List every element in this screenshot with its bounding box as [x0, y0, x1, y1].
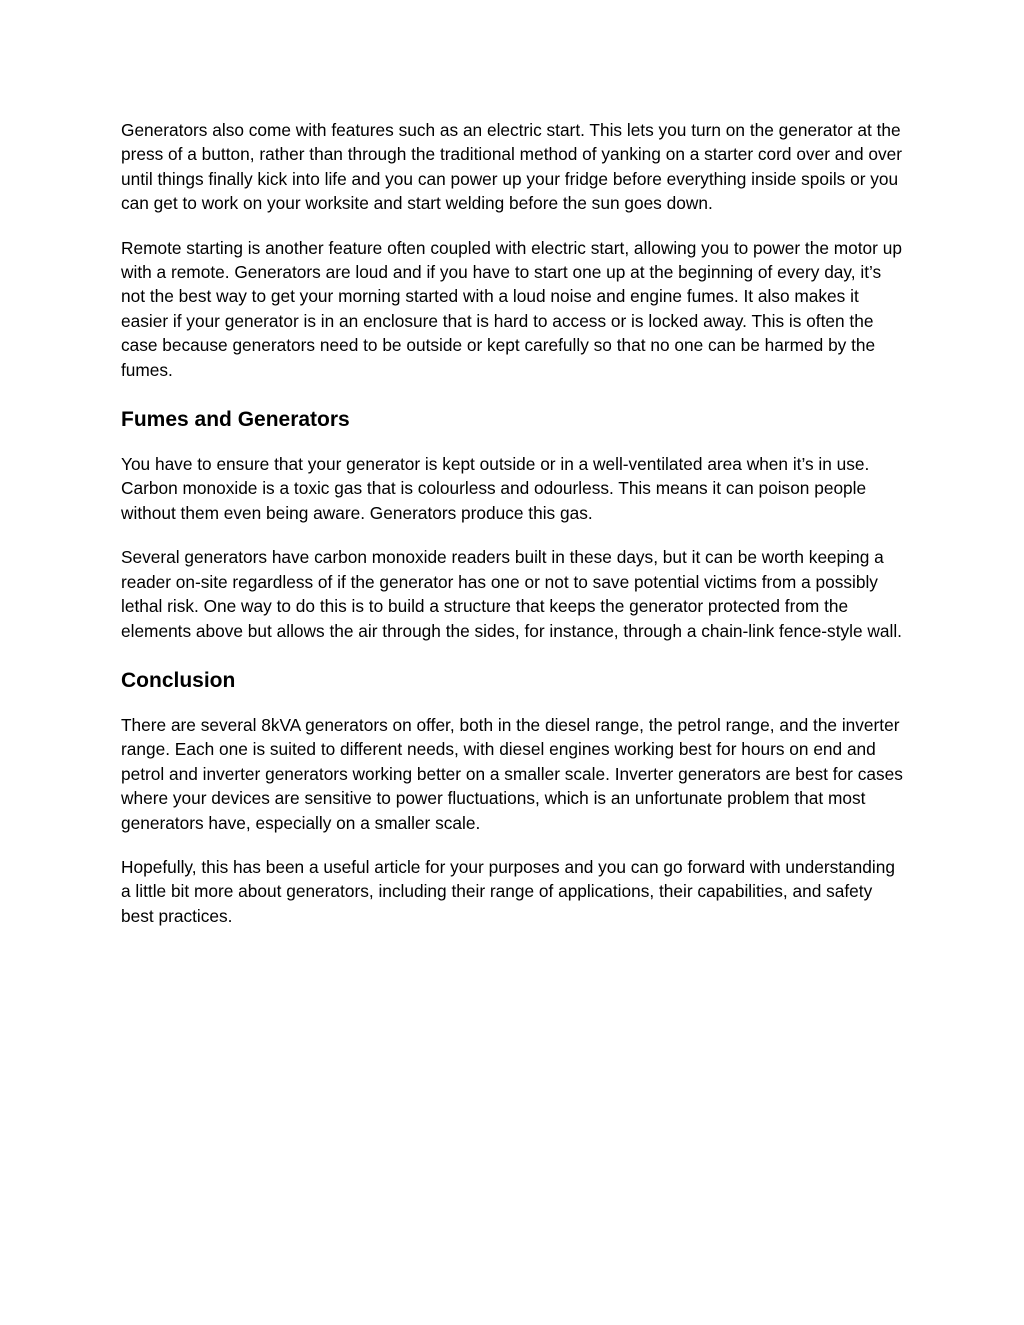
paragraph-remote-starting: Remote starting is another feature often coupled with electric start, allowing you to power the motor up with a remote. Generators are loud and if you have to start one up at the beginning of every day, it’s not the best way to get your morning started with a loud noise and engine fumes. It also makes it easier if your generator is in an enclosure that is hard to access or is locked away. This is often the case because generators need to be outside or kept carefully so that no one can be harmed by the fumes.: [121, 237, 902, 380]
paragraph-generator-ranges: There are several 8kVA generators on offer, both in the diesel range, the petrol range, and the inverter range. Each one is suited to different needs, with diesel engines working best for hours on end and petrol and inverter generators working better on a smaller scale. Inverter generators are best for cases where your devices are sensitive to power fluctuations, which is an unfortunate problem that most generators have, especially on a smaller scale.: [121, 714, 903, 833]
document-page: [121, 118, 907, 948]
paragraph-closing: Hopefully, this has been a useful article for your purposes and you can go forward with understanding a little bit more about generators, including their range of applications, their capabilities, and safety best practices.: [121, 856, 895, 926]
paragraph-electric-start: Generators also come with features such as an electric start. This lets you turn on the generator at the press of a button, rather than through the traditional method of yanking on a starter cord over and over until things finally kick into life and you can power up your fridge before everything inside spoils or you can get to work on your worksite and start welding before the sun goes down.: [121, 120, 903, 214]
paragraph-carbon-monoxide-readers: Several generators have carbon monoxide readers built in these days, but it can be worth keeping a reader on-site regardless of if the generator has one or not to save potential victims from a possibly lethal risk. One way to do this is to build a structure that keeps the generator protected from the elements above but allows the air through the sides, for instance, through a chain-link fence-style wall.: [121, 547, 902, 641]
heading-conclusion: Conclusion: [121, 668, 236, 692]
paragraph-ventilation: You have to ensure that your generator is kept outside or in a well-ventilated area when it’s in use. Carbon monoxide is a toxic gas that is colourless and odourless. This means it can poison people without them even being aware. Generators produce this gas.: [121, 454, 870, 523]
heading-fumes-and-generators: Fumes and Generators: [121, 408, 350, 432]
